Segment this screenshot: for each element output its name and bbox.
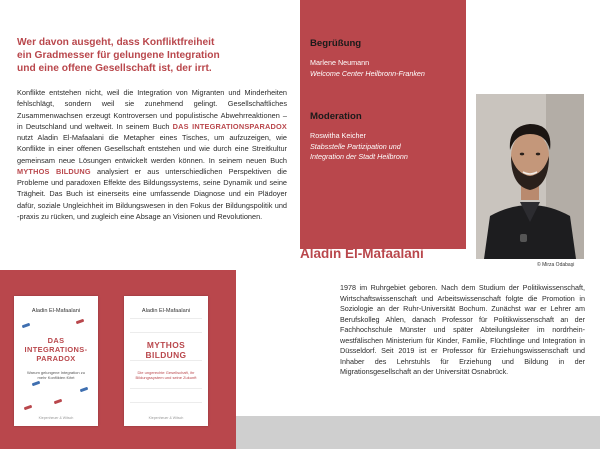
greeting-name: Marlene Neumann (310, 58, 370, 67)
greeting-role: Welcome Center Heilbronn-Franken (310, 69, 425, 78)
book-author: Aladin El-Mafaalani (141, 308, 191, 314)
body-paragraph-2: nutzt Aladin El-Mafaalani die Metapher eines Tisches, um aufzuzeigen, wie Konflikte in einer offenen Gesellschaft entstehen und wie durch eine Streitkultur gemeinsam neue Lösungen entwickelt werden können. In seinem neuen Buch (17, 133, 287, 165)
headline-line: Wer davon ausgeht, dass Konfliktfreiheit (17, 37, 215, 48)
cover-mark (54, 399, 63, 405)
cover-grid-line (130, 388, 202, 389)
book-subtitle: Warum gelungene Integration zu mehr Konflikten führt (27, 370, 85, 380)
photo-credit: © Mirza Odabaşi (537, 262, 575, 268)
book-cover-integrationsparadox (14, 296, 98, 426)
cover-grid-line (130, 332, 202, 333)
footer-bar (236, 416, 600, 449)
cover-mark (24, 405, 33, 411)
moderation-name: Roswitha Keicher (310, 131, 366, 140)
book-cover-mythos-bildung (124, 296, 208, 426)
program-panel (300, 0, 466, 249)
body-paragraph-1: Konflikte entstehen nicht, weil die Integration von Migranten und Minderheiten fehlschlägt, sondern weil sie zunehmend gelingt. Gesellschaftliches Zusammenwachsen erzeugt Kontroversen und populistische Abwehrreaktionen – in Deutschland und weltweit. In seinem Buch (17, 88, 287, 131)
book-title-integrationsparadox: DAS INTEGRATIONSPARADOX (172, 121, 288, 131)
headline-line: ein Gradmesser für gelungene Integration (17, 50, 220, 62)
book-title-line: DAS (47, 336, 65, 345)
author-name: Aladin El-Mafaalani (300, 246, 424, 261)
cover-grid-line (130, 402, 202, 403)
cover-mark (76, 319, 85, 325)
book-publisher: Kiepenheuer & Witsch (148, 416, 184, 420)
book-title-line: INTEGRATIONS- (24, 345, 88, 354)
cover-mark (32, 381, 41, 387)
cover-grid-line (130, 318, 202, 319)
book-author: Aladin El-Mafaalani (31, 308, 81, 314)
cover-mark (80, 387, 89, 393)
book-title-line: MYTHOS (146, 340, 186, 350)
author-photo (476, 94, 584, 259)
book-title-line: BILDUNG (145, 350, 187, 360)
intro-body-text (17, 87, 287, 222)
author-portrait-illustration (476, 94, 584, 259)
body-paragraph-3: analysiert er aus unterschiedlichen Perspektiven die Probleme und paradoxen Effekte des Bildungssystems, seine Dynamik und seine Trägheit. Das Buch ist einerseits eine umfassende Diagnose und ein Plädoyer dafür, soziale Ungleichheit im Bildungswesen in den Fokus der Bildungspolitik und -praxis zu rücken, und zugleich eine Absage an Visionen und Revolutionen. (17, 166, 287, 221)
book-subtitle: Die ungerechte Gesellschaft, ihr Bildungssystem und seine Zukunft (135, 370, 197, 380)
book-title (124, 340, 208, 360)
moderation-title: Moderation (310, 111, 362, 122)
moderation-role: Stabsstelle Partizipation und Integration der Stadt Heilbronn (310, 142, 408, 161)
book-title-line: PARADOX (36, 354, 76, 363)
headline-line: und eine offene Gesellschaft ist, der irrt. (17, 63, 212, 75)
book-title-mythos-bildung: MYTHOS BILDUNG (17, 166, 91, 176)
book-title (14, 336, 98, 363)
cover-mark (22, 323, 31, 329)
book-publisher: Kiepenheuer & Witsch (38, 416, 74, 420)
headline (17, 36, 287, 76)
cover-grid-line (130, 360, 202, 361)
author-bio: 1978 im Ruhrgebiet geboren. Nach dem Studium der Politikwissenschaft, Wirtschaftswissenschaft und Arbeitswissenschaft folgte die Promotion in Soziologie an der Ruhr-Universität Bochum. Zunächst war er Lehrer am Berufskolleg Ahlen, danach Professor für Politikwissenschaft an der Fachhochschule Münster und später Abteilungsleiter im nordrhein-westfälischen Ministerium für Kinder, Familie, Flüchtlinge und Integration in Düsseldorf. Seit 2019 ist er Professor für Erziehungswissenschaft und Inhaber des Lehrstuhls für Erziehung und Bildung in der Migrationsgesellschaft an der Universität Osnabrück. (340, 283, 585, 376)
greeting-title: Begrüßung (310, 38, 362, 49)
